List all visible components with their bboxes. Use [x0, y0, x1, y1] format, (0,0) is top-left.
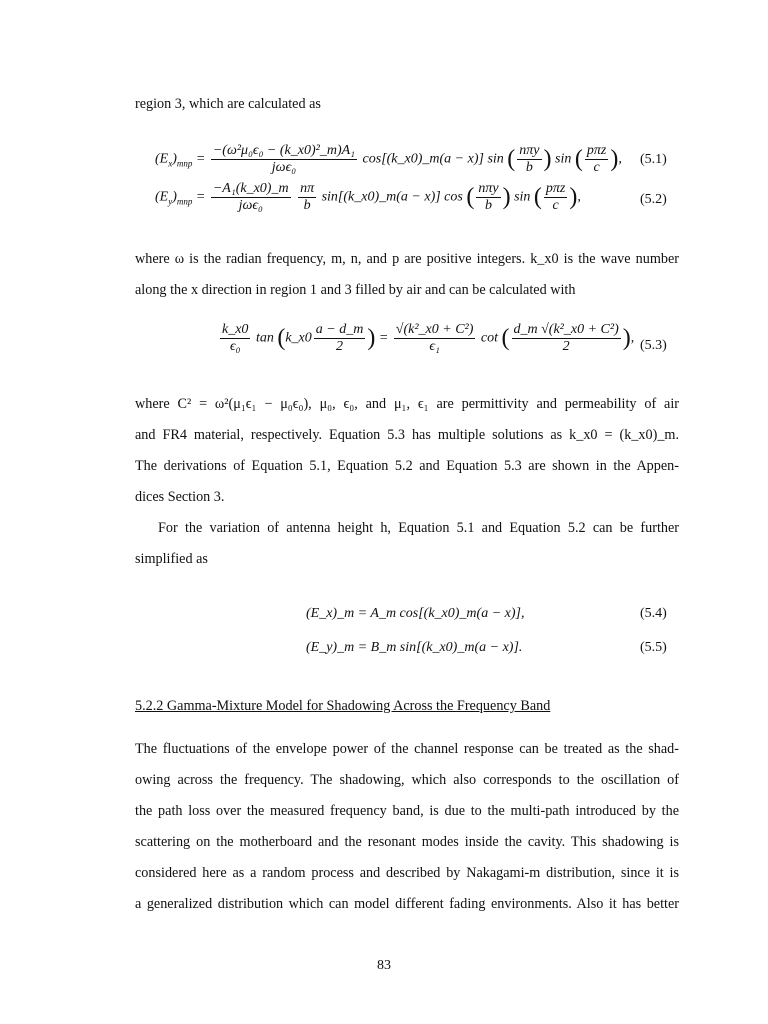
para4-line-6: a generalized distribution which can model different fading environments. Also it has better	[135, 896, 679, 912]
eq53-f1-den: ϵ₀	[229, 339, 241, 354]
eq55-number: (5.5)	[640, 640, 667, 655]
para4-line-2: owing across the frequency. The shadowing, which also corresponds to the oscillation of	[135, 772, 679, 788]
eq52-sin: sin	[514, 189, 531, 205]
eq52-f2-den: b	[484, 198, 492, 213]
eq53-cot: cot	[480, 330, 499, 346]
eq53-inner: k_x0	[285, 330, 312, 346]
eq52-f3-den: c	[552, 198, 559, 213]
para2-line-4: dices Section 3.	[135, 489, 225, 505]
eq51-sin: sin	[555, 151, 572, 167]
eq53-f3-den: ϵ₁	[429, 339, 440, 354]
eq53-f4-num: d_m √(k²_x0 + C²)	[513, 322, 619, 337]
eq51-f3-den: c	[593, 160, 600, 175]
para1-line-2: along the x direction in region 1 and 3 filled by air and can be calculated with	[135, 282, 576, 298]
eq53-f4-den: 2	[562, 339, 570, 354]
equation-5-5: (E_y)_m = B_m sin[(k_x0)_m(a − x)].	[306, 640, 523, 655]
intro-text: region 3, which are calculated as	[135, 96, 321, 112]
eq52-num2: nπ	[300, 181, 315, 196]
eq53-number: (5.3)	[640, 338, 667, 353]
equation-5-3: $\frac{k\_x0}{\text{ϵ₀}}$ tan (k_x0 $\frac{a - d\_m}{2}$ ) = $\frac{\text{√(k²\_x0 + C²)}}{\text{ϵ₁}}$ cot ( $\frac{\text{d\_m √(k²\_x0 + C²)}}{2}$ ),	[222, 322, 635, 354]
eq52-den1: jωϵ₀	[238, 198, 263, 213]
eq52-num1: −A₁(k_x0)_m	[212, 181, 289, 196]
eq51-f2-den: b	[525, 160, 533, 175]
eq52-den2: b	[303, 198, 311, 213]
para2-line-1: where C² = ω²(μ₁ϵ₁ − μ₀ϵ₀), μ₀, ϵ₀, and μ₁, ϵ₁ are permittivity and permeability of air	[135, 396, 679, 412]
eq53-f3-num: √(k²_x0 + C²)	[395, 322, 474, 337]
para4-line-3: the path loss over the measured frequency band, is due to the multi-path introduced by the	[135, 803, 679, 819]
eq52-number: (5.2)	[640, 192, 667, 207]
para3-line-1: For the variation of antenna height h, Equation 5.1 and Equation 5.2 can be further	[158, 520, 679, 536]
eq54-number: (5.4)	[640, 606, 667, 621]
eq53-tan: tan	[255, 330, 274, 346]
equation-5-2: $(E_y)_{mnp}$ = $\frac{\text{−A₁(k\_x0)\_m}}{\text{jωϵ₀}}$ $\frac{n\pi}{b}$ sin[(k_x0)_m(a − x)] cos ( $\frac{\text{nπy}}{b}$ ) sin ( $\frac{\text{pπz}}{c}$ ),	[155, 181, 581, 213]
equation-5-1: $(E_x)_{mnp}$ = $\frac{\text{−(ω²μ₀ϵ₀ − (k\_x0)²\_m)A₁}}{\text{jωϵ₀}}$ cos[(k_x0)_m(a − x)] sin ( $\frac{\text{nπy}}{b}$ ) sin ( $\frac{\text{pπz}}{c}$ ),	[155, 143, 622, 175]
para4-line-5: considered here as a random process and described by Nakagami-m distribution, since it is	[135, 865, 679, 881]
para2-line-3: The derivations of Equation 5.1, Equation 5.2 and Equation 5.3 are shown in the Appen-	[135, 458, 679, 474]
eq52-f2-num: nπy	[478, 181, 499, 196]
para1-line-1: where ω is the radian frequency, m, n, and p are positive integers. k_x0 is the wave number	[135, 251, 679, 267]
page-number: 83	[377, 958, 391, 973]
eq53-f1-num: k_x0	[222, 322, 249, 337]
eq52-middle: sin[(k_x0)_m(a − x)] cos	[321, 189, 463, 205]
para3-line-2: simplified as	[135, 551, 208, 567]
equation-5-4: (E_x)_m = A_m cos[(k_x0)_m(a − x)],	[306, 606, 525, 621]
eq51-denominator: jωϵ₀	[271, 160, 297, 175]
eq53-f2-num: a − d_m	[315, 322, 364, 337]
eq51-numerator: −(ω²μ₀ϵ₀ − (k_x0)²_m)A₁	[212, 143, 356, 158]
para2-line-2: and FR4 material, respectively. Equation 5.3 has multiple solutions as k_x0 = (k_x0)_m.	[135, 427, 679, 443]
eq51-f2-num: nπy	[519, 143, 540, 158]
para4-line-4: scattering on the motherboard and the resonant modes inside the cavity. This shadowing is	[135, 834, 679, 850]
section-heading: 5.2.2 Gamma-Mixture Model for Shadowing Across the Frequency Band	[135, 698, 551, 714]
eq51-f3-num: pπz	[586, 143, 607, 158]
eq52-f3-num: pπz	[545, 181, 566, 196]
eq51-middle: cos[(k_x0)_m(a − x)] sin	[362, 151, 504, 167]
eq53-f2-den: 2	[336, 339, 344, 354]
para4-line-1: The fluctuations of the envelope power of the channel response can be treated as the shad-	[135, 741, 679, 757]
eq51-number: (5.1)	[640, 152, 667, 167]
